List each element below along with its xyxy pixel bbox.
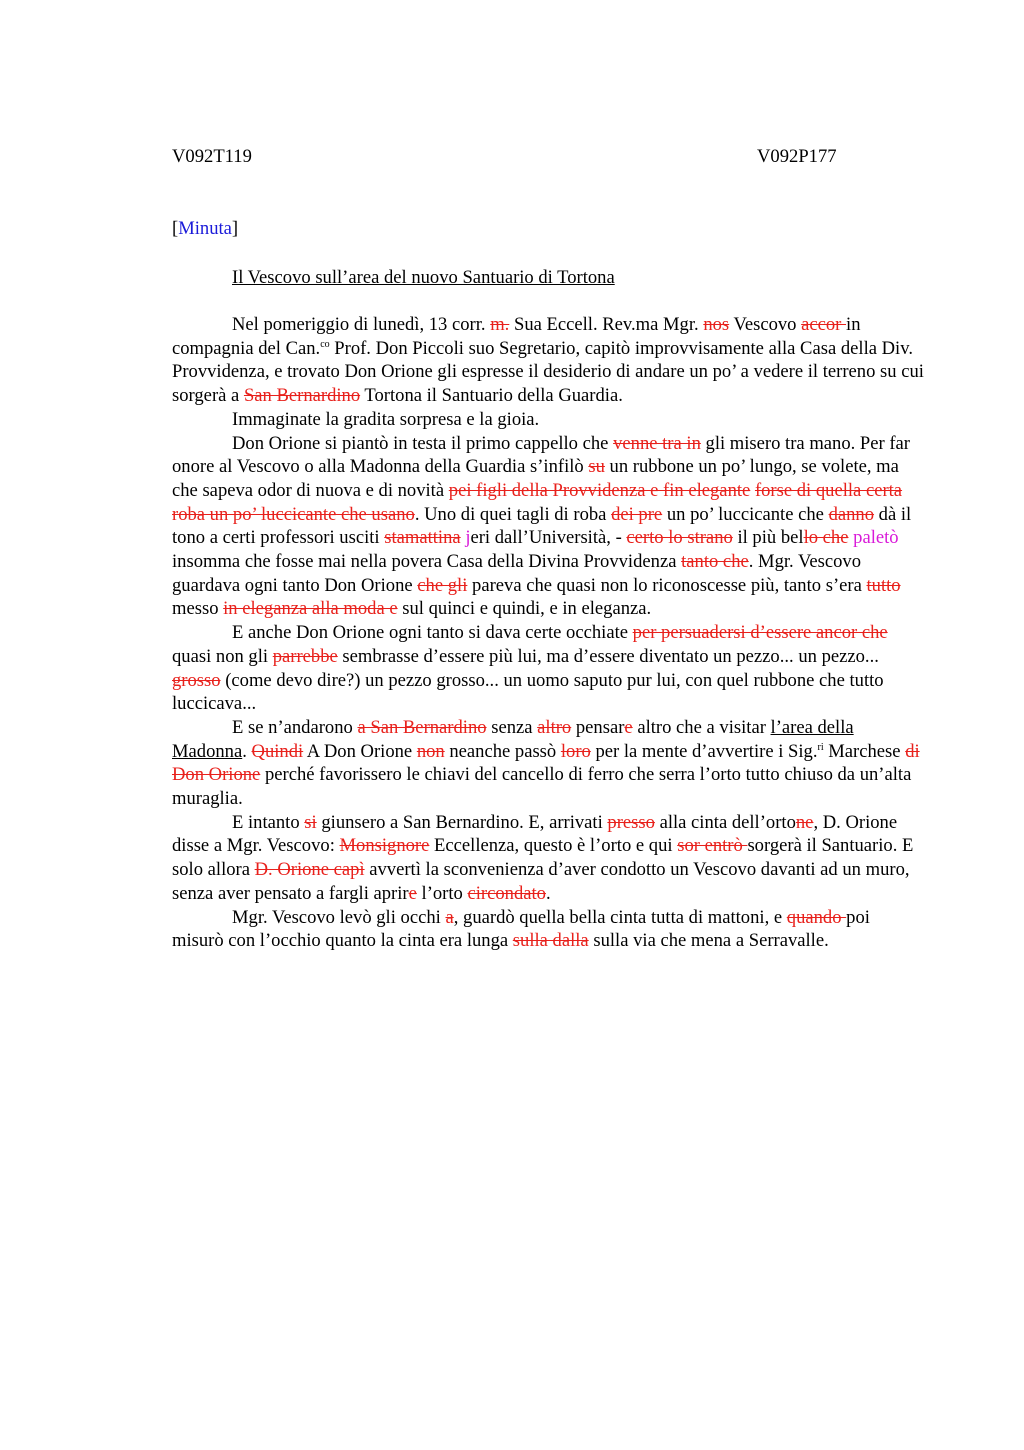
text-run: insomma che fosse mai nella povera Casa della Divina Provvidenza — [172, 551, 682, 573]
text-run: pareva che quasi non lo riconoscesse più, tanto s’era — [467, 574, 867, 596]
text-run: . Mgr. Vescovo guardava ogni tanto Don Orione — [172, 551, 862, 596]
text-run: E intanto — [232, 811, 305, 833]
deleted-text: tutto — [866, 574, 901, 596]
deleted-text: venne tra in — [613, 432, 701, 454]
right-reference-code: V092P177 — [757, 146, 837, 167]
text-run: , D. Orione disse a Mgr. Vescovo: — [172, 811, 898, 857]
deleted-text: forse di quella certa roba un po’ luccicante che usano — [172, 479, 903, 525]
text-run: un rubbone un po’ lungo, se volete, ma che sapeva odor di nuova e di novità — [172, 456, 899, 501]
text-run: Sua Eccell. Rev.ma Mgr. — [509, 314, 704, 335]
underlined-text: l’area della Madonna — [172, 716, 854, 762]
deleted-text: per persuadersi d’essere ancor che — [632, 622, 888, 644]
text-run: messo — [172, 598, 224, 620]
deleted-text: Monsignore — [339, 835, 430, 857]
text-run: dà il tono a certi professori usciti — [172, 503, 912, 549]
text-run: per la mente d’avvertire i Sig. — [590, 740, 818, 762]
text-run: Mgr. Vescovo levò gli occhi — [232, 906, 446, 928]
text-run: pensar — [571, 716, 625, 738]
deleted-text: e — [624, 716, 633, 738]
text-run: l’orto — [416, 882, 468, 904]
document-title: Il Vescovo sull’area del nuovo Santuario di Tortona — [232, 267, 615, 288]
text-run: senza — [486, 716, 538, 738]
paragraph — [172, 408, 924, 432]
text-run: Eccellenza, questo è l’orto e qui — [429, 835, 678, 857]
deleted-text: a — [445, 906, 454, 928]
text-run: (come devo dire?) un pezzo grosso... un uomo saputo pur lui, con quel rubbone che tutto luccicava... — [172, 669, 884, 715]
deleted-text: D. Orione capì — [254, 859, 365, 881]
text-run: Marchese — [823, 740, 906, 762]
draft-label: [Minuta] — [172, 218, 239, 239]
deleted-text: su — [588, 456, 605, 478]
text-run: sorgerà il Santuario. E solo allora — [172, 835, 914, 881]
text-run: alla cinta dell’orto — [654, 811, 796, 833]
superscript-text: co — [320, 338, 330, 350]
deleted-text: di Don Orione — [172, 740, 920, 786]
paragraph — [172, 621, 924, 716]
text-run: Prof. Don Piccoli suo Segretario, capitò improvvisamente alla Casa della Div. Provvidenza, e trovato Don Orione gli espresse il desiderio di andare un po’ a vedere il terreno su cui sorgerà a — [172, 337, 924, 407]
inserted-text: paletò — [853, 527, 899, 549]
deleted-text: lo che — [803, 527, 849, 549]
deleted-text: accor — [801, 314, 847, 335]
paragraph — [172, 906, 924, 953]
text-run: A Don Orione — [303, 740, 417, 762]
superscript-text: ri — [817, 741, 824, 753]
text-run: sul quinci e quindi, e in eleganza. — [397, 598, 652, 620]
text-run: . — [545, 882, 551, 904]
text-run: il più bel — [732, 527, 804, 549]
text-run: eri dall’Università, - — [470, 527, 627, 549]
text-run: neanche passò — [444, 740, 561, 762]
text-run: Tortona il Santuario della Guardia. — [360, 385, 623, 407]
deleted-text: dei pre — [611, 503, 663, 525]
text-run: un po’ luccicante che — [662, 503, 829, 525]
deleted-text: circondato — [467, 882, 546, 904]
deleted-text: stamattina — [384, 527, 461, 549]
draft-label-text: Minuta — [178, 218, 232, 239]
text-run: sembrasse d’essere più lui, ma d’essere diventato un pezzo... un pezzo... — [337, 645, 879, 667]
deleted-text: e — [408, 882, 417, 904]
deleted-text: sulla dalla — [512, 930, 589, 952]
deleted-text: grosso — [172, 669, 221, 691]
deleted-text: altro — [537, 716, 572, 738]
deleted-text: Quindi — [251, 740, 304, 762]
deleted-text: loro — [560, 740, 591, 762]
text-run: , guardò quella bella cinta tutta di mattoni, e — [453, 906, 787, 928]
left-reference-code: V092T119 — [172, 146, 252, 167]
text-run: E se n’andarono — [232, 716, 358, 738]
text-run: altro che a visitar — [632, 716, 771, 738]
deleted-text: in eleganza alla moda e — [223, 598, 398, 620]
deleted-text: San Bernardino — [243, 385, 361, 407]
text-run: . — [242, 740, 252, 762]
deleted-text: che gli — [417, 574, 468, 596]
deleted-text: danno — [828, 503, 875, 525]
deleted-text: parrebbe — [272, 645, 338, 667]
deleted-text: nos — [703, 314, 730, 335]
deleted-text: m. — [490, 314, 510, 335]
text-run: poi misurò con l’occhio quanto la cinta era lunga — [172, 906, 870, 952]
deleted-text: sor entrò — [677, 835, 748, 857]
text-run: in compagnia del Can. — [172, 314, 861, 359]
text-run: perché favorissero le chiavi del cancello di ferro che serra l’orto tutto chiuso da un’alta muraglia. — [172, 764, 912, 810]
text-run: . Uno di quei tagli di roba — [414, 503, 612, 525]
text-run: giunsero a San Bernardino. E, arrivati — [316, 811, 608, 833]
document-body — [172, 313, 924, 953]
deleted-text: tanto che — [681, 551, 749, 573]
paragraph — [172, 811, 924, 906]
deleted-text: presso — [607, 811, 655, 833]
deleted-text: quando — [786, 906, 847, 928]
deleted-text: a San Bernardino — [357, 716, 487, 738]
deleted-text: pei figli della Provvidenza e fin elegante — [448, 479, 751, 501]
paragraph — [172, 432, 924, 622]
text-run: avvertì la sconvenienza d’aver condotto un Vescovo davanti ad un muro, senza aver pensato a fargli aprir — [172, 859, 910, 904]
paragraph — [172, 313, 924, 408]
text-run: sulla via che mena a Serravalle. — [588, 930, 829, 952]
deleted-text: ne — [795, 811, 814, 833]
deleted-text: non — [416, 740, 445, 762]
text-run: quasi non gli — [172, 645, 273, 667]
text-run: gli misero tra mano. Per far onore al Vescovo o alla Madonna della Guardia s’infilò — [172, 432, 910, 478]
paragraph — [172, 716, 924, 811]
deleted-text: certo lo strano — [626, 527, 733, 549]
text-run: E anche Don Orione ogni tanto si dava certe occhiate — [232, 622, 633, 644]
text-run: Nel pomeriggio di lunedì, 13 corr. — [232, 314, 491, 335]
inserted-text: j — [465, 527, 471, 549]
text-run: Immaginate la gradita sorpresa e la gioia. — [232, 408, 540, 430]
deleted-text: si — [304, 811, 317, 833]
text-run: Don Orione si piantò in testa il primo cappello che — [232, 432, 614, 454]
text-run: Vescovo — [729, 314, 802, 335]
